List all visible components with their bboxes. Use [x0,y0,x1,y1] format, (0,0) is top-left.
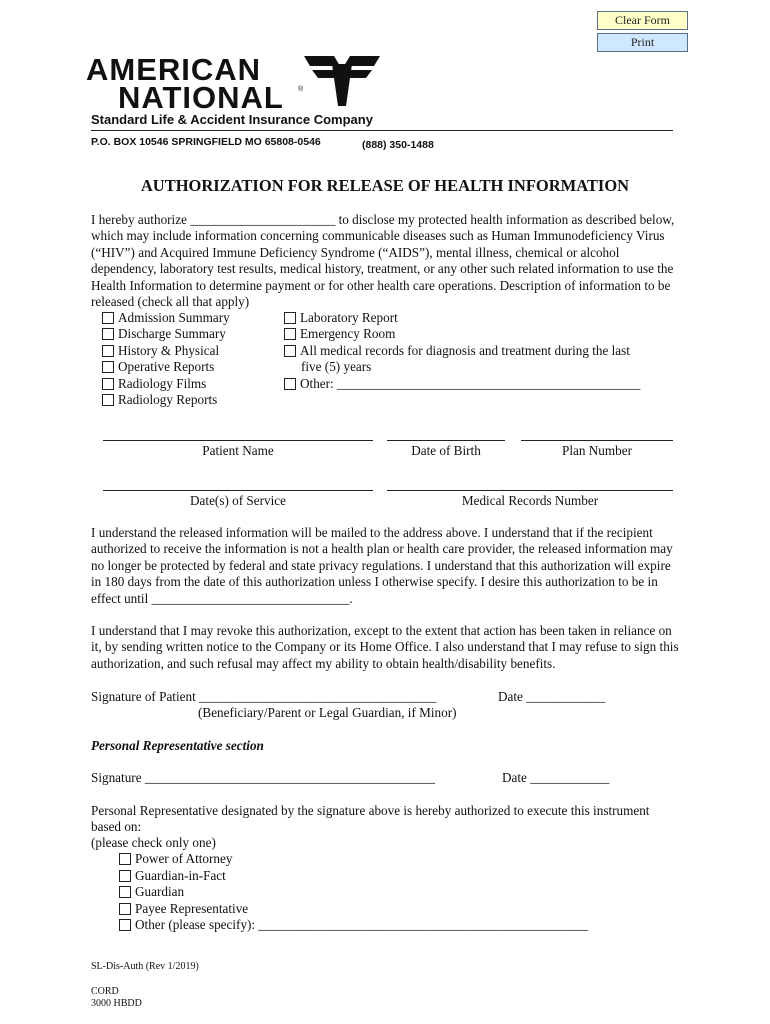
header-rule [91,130,673,131]
medical-records-number-label: Medical Records Number [461,493,599,508]
checkbox[interactable] [102,345,114,357]
option-label: Emergency Room [300,326,396,341]
rep-text: Personal Representative designated by the signature above is hereby authorized to execute this instrument based on: [91,803,650,835]
rep-option-other[interactable] [119,917,588,933]
option-label: Other (please specify): __________________________________________________ [135,917,589,932]
intro-paragraph [91,212,681,310]
checkbox[interactable] [284,312,296,324]
date-of-birth-field[interactable] [387,440,505,441]
rep-signature-field[interactable]: Signature ____________________________________________ [91,770,435,785]
checkbox[interactable] [284,378,296,390]
plan-number-field[interactable] [521,440,673,441]
option-other[interactable] [284,376,640,392]
patient-signature-field[interactable]: Signature of Patient ____________________________________ [91,689,437,704]
medical-records-number-field[interactable] [387,490,673,491]
clear-form-button[interactable]: Clear Form [597,11,688,30]
option-discharge-summary[interactable] [102,326,226,342]
logo-word-american: AMERICAN [86,52,262,87]
rep-option-guardian[interactable] [119,884,184,900]
checkbox[interactable] [102,312,114,324]
rep-section-heading: Personal Representative section [91,738,264,753]
option-label: Admission Summary [118,310,230,325]
checkbox[interactable] [284,345,296,357]
patient-name-label: Patient Name [202,443,274,458]
option-radiology-reports[interactable] [102,392,217,408]
plan-number-label: Plan Number [562,443,632,458]
option-emergency-room[interactable] [284,326,395,342]
rep-option-payee-representative[interactable] [119,901,248,917]
option-label: Guardian-in-Fact [135,868,226,883]
option-history-physical[interactable] [102,343,219,359]
option-label: Discharge Summary [118,326,226,341]
option-label: Guardian [135,884,185,899]
checkbox[interactable] [119,919,131,931]
option-label: Radiology Reports [118,392,218,407]
dates-of-service-label: Date(s) of Service [190,493,286,508]
revoke-text: I understand that I may revoke this authorization, except to the extent that action has been taken in reliance on it, by sending written notice to the Company or its Home Office. I also understand that I may refuse to sign this authorization, and such refusal may affect my ability to obtain health/disability benefits. [91,623,679,671]
eagle-emblem-icon [304,54,382,108]
checkbox[interactable] [119,886,131,898]
option-label: Operative Reports [118,359,215,374]
option-continuation: five (5) years [301,359,372,374]
option-label: Payee Representative [135,901,249,916]
option-operative-reports[interactable] [102,359,214,375]
logo-word-national: NATIONAL [118,80,284,115]
intro-text: I hereby authorize ______________________ to disclose my protected health information as described below, which may include information concerning communicable diseases such as Human Immunodeficiency Virus (“HIV”) and Acquired Immune Deficiency Syndrome (“AIDS”), mental illness, chemical or alcohol dependency, laboratory test results, medical history, treatment, or any other such related information to use the Health Information to determine payment or for other health care operations. Description of information to be released (check all that apply) [91,212,675,310]
option-label: Power of Attorney [135,851,233,866]
date-of-birth-label: Date of Birth [411,443,481,458]
checkbox[interactable] [284,328,296,340]
checkbox[interactable] [102,394,114,406]
form-number: SL-Dis-Auth (Rev 1/2019) [91,961,199,972]
checkbox[interactable] [119,853,131,865]
checkbox[interactable] [119,903,131,915]
registered-mark: ® [298,86,304,93]
rep-option-power-of-attorney[interactable] [119,851,232,867]
rep-paragraph [91,803,681,836]
release-paragraph [91,525,681,607]
signature-sub-label: (Beneficiary/Parent or Legal Guardian, if Minor) [198,705,457,720]
footer-code: 3000 HBDD [91,998,142,1009]
company-name: Standard Life & Accident Insurance Company [91,112,373,127]
checkbox[interactable] [102,361,114,373]
option-all-medical-records[interactable] [284,343,630,359]
company-address: P.O. BOX 10546 SPRINGFIELD MO 65808-0546 [91,136,321,148]
patient-signature-date[interactable]: Date ____________ [498,689,606,704]
footer-cord: CORD [91,986,119,997]
checkbox[interactable] [102,328,114,340]
option-label: History & Physical [118,343,220,358]
option-label: Other: ______________________________________________ [300,376,641,391]
rep-check-instruction: (please check only one) [91,835,216,850]
dates-of-service-field[interactable] [103,490,373,491]
form-title: AUTHORIZATION FOR RELEASE OF HEALTH INFORMATION [140,176,630,195]
option-admission-summary[interactable] [102,310,230,326]
checkbox[interactable] [102,378,114,390]
option-label: Laboratory Report [300,310,398,325]
checkbox[interactable] [119,870,131,882]
rep-signature-date[interactable]: Date ____________ [502,770,610,785]
option-label: All medical records for diagnosis and treatment during the last [300,343,630,358]
company-phone: (888) 350-1488 [362,139,434,151]
print-button[interactable]: Print [597,33,688,52]
revoke-paragraph [91,623,681,672]
option-label: Radiology Films [118,376,207,391]
option-laboratory-report[interactable] [284,310,398,326]
option-radiology-films[interactable] [102,376,206,392]
release-text: I understand the released information will be mailed to the address above. I understand that if the recipient authorized to receive the information is not a health plan or health care provider, the released information may no longer be protected by federal and state privacy regulations. I understand that this authorization will expire in 180 days from the date of this authorization unless I otherwise specify. I desire this authorization to be in effect until ______________________________. [91,525,673,606]
rep-option-guardian-in-fact[interactable] [119,868,226,884]
patient-name-field[interactable] [103,440,373,441]
